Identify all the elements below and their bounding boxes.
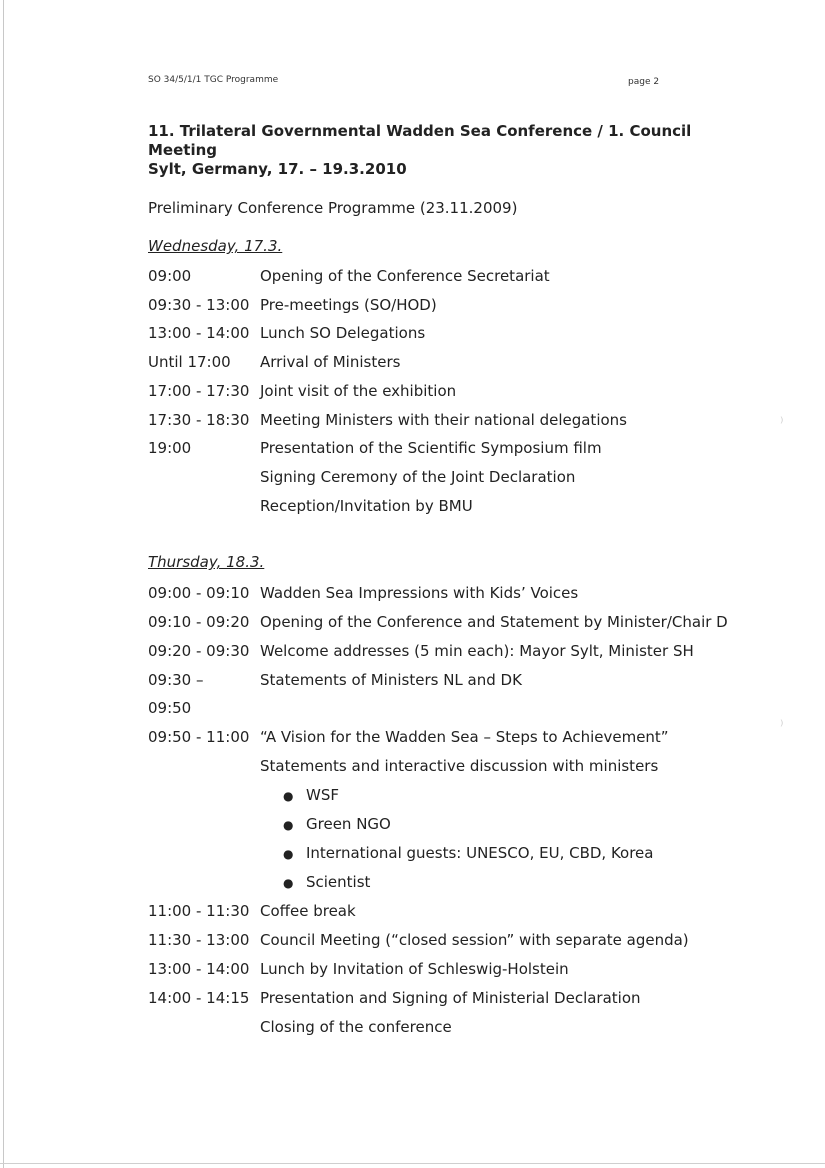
row-event: Welcome addresses (5 min each): Mayor Sylt, Minister SH <box>260 642 694 660</box>
row-time: Until 17:00 <box>148 353 231 371</box>
row-time: 13:00 - 14:00 <box>148 324 250 342</box>
bullet-icon: ● <box>283 818 294 832</box>
row-time: 19:00 <box>148 439 192 457</box>
row-event: Presentation and Signing of Ministerial Declaration <box>260 989 641 1007</box>
row-time: 09:30 - 13:00 <box>148 296 250 314</box>
row-event: Pre-meetings (SO/HOD) <box>260 296 437 314</box>
day-heading-thursday: Thursday, 18.3. <box>148 553 265 571</box>
row-event: Reception/Invitation by BMU <box>260 497 473 515</box>
row-event: Statements and interactive discussion with ministers <box>260 757 659 775</box>
row-event: Joint visit of the exhibition <box>260 382 457 400</box>
bullet-icon: ● <box>283 847 294 861</box>
title-line-1: 11. Trilateral Governmental Wadden Sea Conference / 1. Council <box>148 122 692 140</box>
row-time: 17:00 - 17:30 <box>148 382 250 400</box>
list-item-text: Scientist <box>306 873 371 891</box>
list-item <box>283 842 653 865</box>
list-item <box>283 784 339 807</box>
title-line-3: Sylt, Germany, 17. – 19.3.2010 <box>148 160 407 178</box>
page-number: page 2 <box>628 77 660 87</box>
row-time: 09:50 <box>148 699 192 717</box>
day-heading-wednesday: Wednesday, 17.3. <box>148 237 283 255</box>
row-time: 13:00 - 14:00 <box>148 960 250 978</box>
row-event: Meeting Ministers with their national delegations <box>260 411 627 429</box>
row-event: Wadden Sea Impressions with Kids’ Voices <box>260 584 579 602</box>
row-event: Opening of the Conference and Statement by Minister/Chair D <box>260 613 728 631</box>
row-event: Lunch by Invitation of Schleswig-Holstein <box>260 960 569 978</box>
bullet-icon: ● <box>283 876 294 890</box>
row-time: 09:00 <box>148 267 192 285</box>
row-event: Lunch SO Delegations <box>260 324 426 342</box>
row-time: 11:00 - 11:30 <box>148 902 250 920</box>
row-time: 09:50 - 11:00 <box>148 728 250 746</box>
row-event: Presentation of the Scientific Symposium film <box>260 439 602 457</box>
row-event: Signing Ceremony of the Joint Declaration <box>260 468 576 486</box>
title-line-2: Meeting <box>148 141 218 159</box>
scan-artifact: ⁾ <box>780 415 784 431</box>
row-event: Council Meeting (“closed session” with separate agenda) <box>260 931 689 949</box>
scan-artifact: ⁾ <box>780 718 784 734</box>
row-time: 09:00 - 09:10 <box>148 584 250 602</box>
row-time: 09:30 – <box>148 671 204 689</box>
row-event: Coffee break <box>260 902 356 920</box>
scan-edge-bottom <box>0 1163 825 1164</box>
row-time: 09:20 - 09:30 <box>148 642 250 660</box>
programme-subtitle: Preliminary Conference Programme (23.11.2009) <box>148 199 518 217</box>
list-item-text: International guests: UNESCO, EU, CBD, Korea <box>306 844 654 862</box>
document-reference: SO 34/5/1/1 TGC Programme <box>148 75 279 85</box>
row-time: 14:00 - 14:15 <box>148 989 250 1007</box>
row-event: Statements of Ministers NL and DK <box>260 671 522 689</box>
list-item <box>283 871 370 894</box>
scan-edge-left <box>3 0 4 1168</box>
bullet-icon: ● <box>283 789 294 803</box>
list-item <box>283 813 391 836</box>
row-time: 11:30 - 13:00 <box>148 931 250 949</box>
row-event: Opening of the Conference Secretariat <box>260 267 550 285</box>
row-time: 17:30 - 18:30 <box>148 411 250 429</box>
row-event: Arrival of Ministers <box>260 353 401 371</box>
row-event: Closing of the conference <box>260 1018 452 1036</box>
list-item-text: WSF <box>306 786 339 804</box>
row-time: 09:10 - 09:20 <box>148 613 250 631</box>
document-title <box>148 122 708 179</box>
row-event: “A Vision for the Wadden Sea – Steps to Achievement” <box>260 728 669 746</box>
list-item-text: Green NGO <box>306 815 391 833</box>
